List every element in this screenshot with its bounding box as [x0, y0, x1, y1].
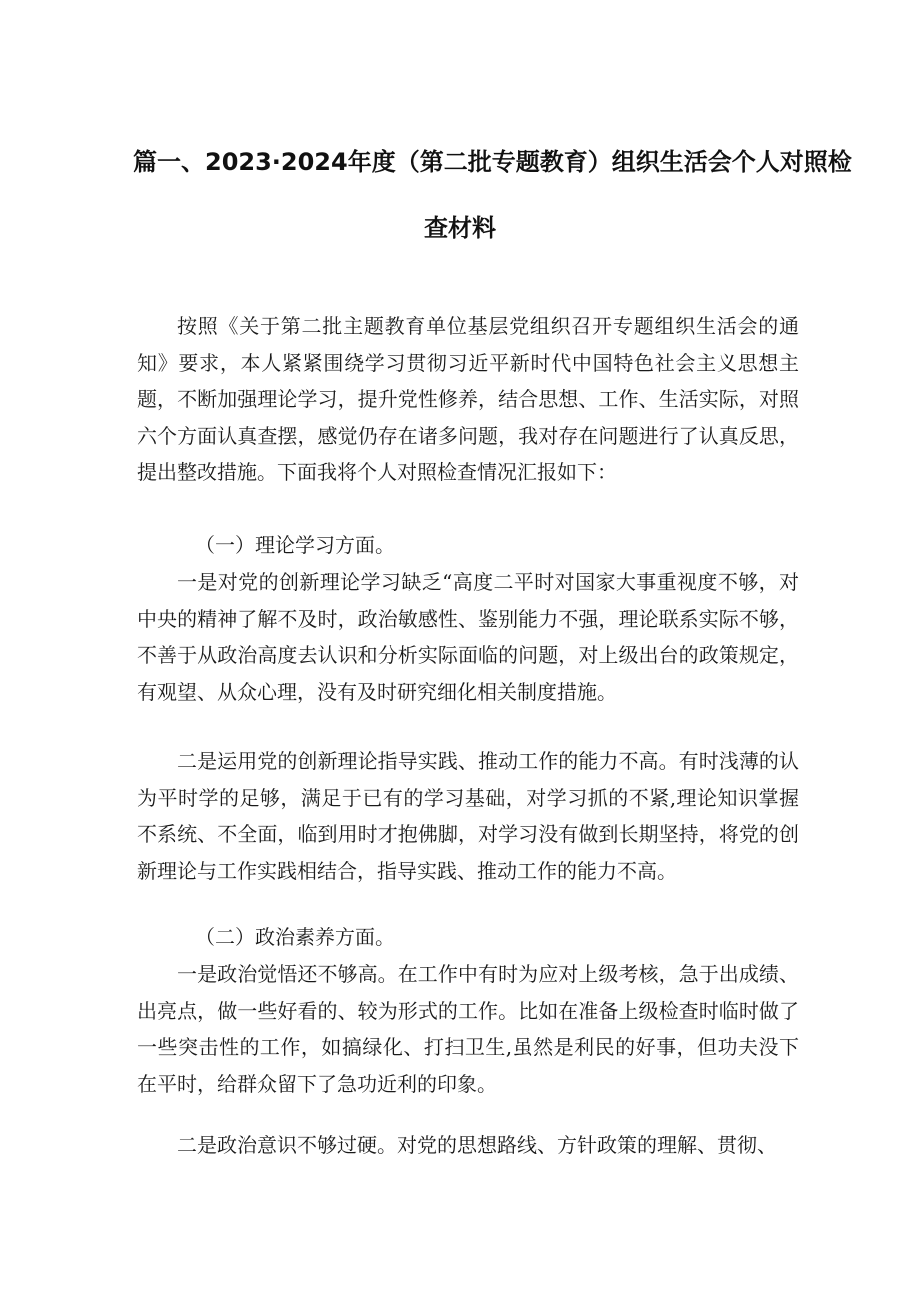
paragraph-theory-1 — [137, 564, 799, 710]
paragraph-text: 一是对党的创新理论学习缺乏“高度二平时对国家大事重视度不够，对中央的精神了解不及时，政治敏感性、鉴别能力不强，理论联系实际不够，不善于从政治高度去认识和分析实际面临的问题，对上级出台的政策规定，有观望、从众心理，没有及时研究细化相关制度措施。 — [137, 570, 799, 704]
paragraph-politics-1 — [137, 956, 799, 1102]
section-heading-text: （二）政治素养方面。 — [195, 925, 395, 949]
section-heading-theory — [137, 527, 799, 564]
section-heading-text: （一）理论学习方面。 — [195, 533, 395, 557]
paragraph-text: 一是政治觉悟还不够高。在工作中有时为应对上级考核，急于出成绩、出亮点，做一些好看的、较为形式的工作。比如在准备上级检查时临时做了一些突击性的工作，如搞绿化、打扫卫生,虽然是利民的好事，但功夫没下在平时，给群众留下了急功近利的印象。 — [137, 962, 799, 1096]
document-title-line-1: 篇一、2023·2024年度（第二批专题教育）组织生活会个人对照检 — [133, 148, 852, 176]
section-heading-politics — [137, 919, 799, 956]
paragraph-intro — [137, 308, 799, 491]
document-title-line-2: 查材料 — [424, 214, 496, 242]
paragraph-text: 二是政治意识不够过硬。对党的思想路线、方针政策的理解、贯彻、 — [177, 1133, 777, 1157]
paragraph-text: 按照《关于第二批主题教育单位基层党组织召开专题组织生活会的通知》要求，本人紧紧围绕学习贯彻习近平新时代中国特色社会主义思想主题，不断加强理论学习，提升党性修养，结合思想、工作、生活实际，对照六个方面认真查摆，感觉仍存在诸多问题，我对存在问题进行了认真反思，提出整改措施。下面我将个人对照检查情况汇报如下： — [137, 314, 799, 485]
paragraph-politics-2 — [137, 1127, 799, 1164]
paragraph-text: 二是运用党的创新理论指导实践、推动工作的能力不高。有时浅薄的认为平时学的足够，满足于已有的学习基础，对学习抓的不紧,理论知识掌握不系统、不全面，临到用时才抱佛脚，对学习没有做到长期坚持，将党的创新理论与工作实践相结合，指导实践、推动工作的能力不高。 — [137, 749, 799, 883]
paragraph-theory-2 — [137, 743, 799, 889]
